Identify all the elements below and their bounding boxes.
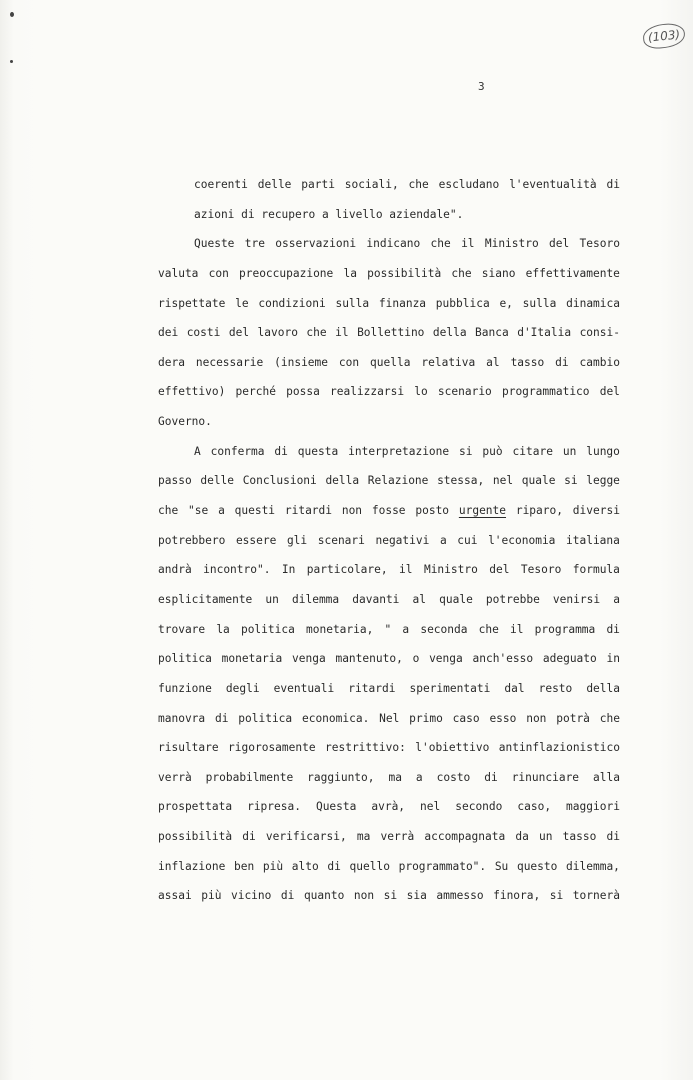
word: Ministro <box>484 237 539 251</box>
text-line <box>158 200 620 230</box>
word: di <box>242 830 256 844</box>
word: rispettate <box>158 296 226 310</box>
word: il <box>399 563 413 577</box>
word: potrebbe <box>485 592 540 606</box>
word: che <box>451 266 472 280</box>
word: a <box>439 533 447 547</box>
archive-stamp: (103) <box>642 22 686 50</box>
word: monetaria <box>221 652 283 666</box>
word: di <box>606 830 620 844</box>
word: primo <box>409 711 443 725</box>
word: ritardi <box>348 681 396 695</box>
word: sulla <box>335 296 370 310</box>
word: tornerà <box>572 889 620 903</box>
word: che <box>408 178 429 191</box>
word: possa <box>286 385 320 399</box>
word: l'eventualità <box>509 178 597 191</box>
word: A <box>194 444 201 458</box>
word: ammesso <box>436 889 484 903</box>
word: di <box>241 207 255 221</box>
word: o <box>412 652 420 666</box>
word: tre <box>244 237 265 251</box>
word: Ministro <box>423 563 478 577</box>
word: da <box>515 830 529 844</box>
word: quanto <box>303 889 345 903</box>
word: quella <box>370 355 411 369</box>
word: un <box>538 830 553 844</box>
text-line <box>158 704 620 734</box>
word: non <box>341 504 363 518</box>
word: formula <box>572 563 620 577</box>
word: può <box>482 444 503 458</box>
word: politica <box>238 711 293 725</box>
word: inflazione <box>158 859 226 873</box>
word: Queste <box>194 237 235 251</box>
word: assai <box>158 889 192 903</box>
word: Conclusioni <box>242 474 317 488</box>
word: un <box>265 592 279 606</box>
word: escludano <box>438 178 500 191</box>
word: Su <box>494 859 509 873</box>
word: economica. <box>301 711 370 725</box>
word: il <box>510 622 524 636</box>
word: potrà <box>556 711 590 725</box>
word: l'obiettivo <box>415 741 490 755</box>
word: di <box>555 355 569 369</box>
word: gli <box>286 533 308 547</box>
word: che <box>158 504 179 518</box>
word: sia <box>406 889 427 903</box>
word: programmatico <box>501 385 590 399</box>
word: nel <box>492 474 514 488</box>
word: cambio <box>579 355 620 369</box>
page-number: 3 <box>478 80 485 93</box>
word: incontro". <box>203 563 271 577</box>
text-line <box>158 496 620 526</box>
word: diversi <box>572 504 620 518</box>
word: In <box>281 563 296 577</box>
word: del <box>549 237 570 251</box>
text-line <box>158 644 620 674</box>
word: non <box>353 889 375 903</box>
word: interpretazione <box>348 444 450 458</box>
word: del <box>489 563 510 577</box>
text-line <box>158 526 620 556</box>
word: essere <box>235 533 277 547</box>
word: riparo, <box>515 504 563 518</box>
word: della <box>432 326 467 340</box>
word: con <box>338 355 360 369</box>
word: scenari <box>317 533 365 547</box>
word: cui <box>457 533 478 547</box>
text-line <box>158 852 620 882</box>
word: di <box>214 711 229 725</box>
word: di <box>606 622 620 636</box>
word: politica <box>158 652 212 666</box>
word: ma <box>356 830 371 844</box>
word: il <box>461 237 475 251</box>
word: mantenuto, <box>335 652 403 666</box>
word: Bollettino <box>357 326 425 340</box>
word: verrà <box>380 830 415 844</box>
word: la <box>343 266 357 280</box>
word: finora, <box>493 889 541 903</box>
word: preoccupazione <box>238 266 334 280</box>
word: fosse <box>371 504 406 518</box>
word: probabilmente <box>205 770 294 784</box>
word: passo <box>158 474 192 488</box>
word: manovra <box>158 711 206 725</box>
word: finanza <box>378 296 427 310</box>
word: lungo <box>586 444 620 458</box>
word: e, <box>499 296 513 310</box>
word: resto <box>538 681 573 695</box>
word: "se <box>188 504 209 518</box>
word: effettivo) <box>158 385 226 399</box>
word: della <box>586 681 620 695</box>
word: che <box>430 237 451 251</box>
word: delle <box>200 474 235 488</box>
text-line <box>158 229 620 259</box>
word: costo <box>436 770 471 784</box>
word: esso <box>489 711 517 725</box>
word: a <box>321 207 329 221</box>
word: esplicitamente <box>158 592 253 606</box>
word: Tesoro <box>579 237 620 251</box>
word: quale <box>521 474 556 488</box>
word: questo <box>516 859 558 873</box>
word: accompagnata <box>424 830 506 844</box>
word: si <box>549 889 564 903</box>
word: eventuali <box>273 681 335 695</box>
word: programmato". <box>398 859 487 873</box>
word: di <box>484 770 498 784</box>
word: alto <box>291 859 319 873</box>
word: tasso <box>562 830 597 844</box>
text-line <box>158 318 620 348</box>
word: la <box>216 622 230 636</box>
word: vicino <box>230 889 272 903</box>
text-line <box>158 407 620 437</box>
word: andrà <box>158 563 192 577</box>
word: dilemma <box>292 592 340 606</box>
word: che <box>599 711 620 725</box>
text-line <box>158 763 620 793</box>
word: tasso <box>510 355 545 369</box>
word: consi- <box>579 326 620 340</box>
word: caso, <box>517 800 552 814</box>
word: il <box>335 326 349 340</box>
word: possibilità <box>158 830 233 844</box>
word: realizzarsi <box>329 385 405 399</box>
word: di <box>280 889 295 903</box>
word: posto <box>415 504 450 518</box>
word: Banca <box>475 326 509 340</box>
word: degli <box>225 681 260 695</box>
word: un <box>562 444 577 458</box>
word: al <box>412 592 427 606</box>
text-line <box>158 733 620 763</box>
word: verificarsi, <box>265 830 347 844</box>
word: sociali, <box>344 178 399 191</box>
word: dal <box>504 681 525 695</box>
word: lavoro <box>257 326 298 340</box>
word: si <box>459 444 473 458</box>
word: venga <box>292 652 326 666</box>
word: venirsi <box>552 592 601 606</box>
word: siano <box>481 266 516 280</box>
word: in <box>606 652 620 666</box>
word: dinamica <box>566 296 620 310</box>
word: perché <box>235 385 276 399</box>
word: trovare <box>158 622 206 636</box>
scan-mark <box>10 60 13 63</box>
word: parti <box>301 178 335 191</box>
word: di <box>606 178 620 191</box>
body-text <box>158 170 620 911</box>
word: con <box>208 266 229 280</box>
word: a <box>613 592 620 606</box>
word: di <box>274 444 288 458</box>
word: le <box>235 296 249 310</box>
word: davanti <box>352 592 400 606</box>
word: sulla <box>522 296 557 310</box>
word: alla <box>593 770 620 784</box>
word: lo <box>414 385 428 399</box>
scan-mark <box>10 12 14 17</box>
word: di <box>327 859 341 873</box>
word: l'economia <box>488 533 556 547</box>
word: avrà, <box>371 800 406 814</box>
word: a <box>402 622 410 636</box>
word: rinunciare <box>511 770 580 784</box>
word: Relazione <box>367 474 429 488</box>
word: non <box>526 711 547 725</box>
word: a <box>415 770 423 784</box>
text-line <box>158 437 620 467</box>
word: sperimentati <box>409 681 491 695</box>
word: scenario <box>437 385 492 399</box>
word: (insieme <box>274 355 329 369</box>
word: che <box>306 326 327 340</box>
word: si <box>383 889 398 903</box>
word: livello <box>335 207 383 221</box>
word: urgente <box>458 504 507 518</box>
word: caso <box>452 711 480 725</box>
word: delle <box>257 178 292 191</box>
word: più <box>201 889 222 903</box>
text-line <box>158 674 620 704</box>
text-line <box>158 881 620 911</box>
word: azioni <box>194 207 235 221</box>
word: Tesoro <box>520 563 562 577</box>
word: necessarie <box>195 355 264 369</box>
word: questa <box>297 444 339 458</box>
word: potrebbero <box>158 533 226 547</box>
text-line <box>158 259 620 289</box>
word: venga <box>429 652 463 666</box>
word: dei <box>158 326 179 340</box>
word: dilemma, <box>566 859 620 873</box>
word: recupero <box>261 207 316 221</box>
word: restrittivo: <box>325 741 406 755</box>
text-line <box>158 466 620 496</box>
word: questi <box>234 504 276 518</box>
word: nel <box>420 800 441 814</box>
text-line <box>158 822 620 852</box>
text-line <box>158 289 620 319</box>
word: negativi <box>375 533 430 547</box>
word: possibilità <box>367 266 442 280</box>
word: quale <box>439 592 473 606</box>
text-line <box>158 348 620 378</box>
word: anch'esso <box>472 652 534 666</box>
word: verrà <box>158 770 192 784</box>
word: del <box>599 385 620 399</box>
word: " <box>384 622 392 636</box>
word: costi <box>186 326 221 340</box>
word: pubblica <box>435 296 490 310</box>
word: dera <box>158 355 185 369</box>
word: quello <box>349 859 390 873</box>
text-line <box>158 555 620 585</box>
text-line <box>158 377 620 407</box>
word: ripresa. <box>247 800 301 814</box>
word: italiana <box>566 533 620 547</box>
word: osservazioni <box>275 237 357 251</box>
word: si <box>564 474 578 488</box>
word: secondo <box>455 800 503 814</box>
word: più <box>262 859 284 873</box>
word: d'Italia <box>517 326 572 340</box>
word: effettivamente <box>525 266 620 280</box>
word: valuta <box>158 266 199 280</box>
word: prospettata <box>158 800 233 814</box>
text-line <box>158 615 620 645</box>
word: del <box>228 326 250 340</box>
word: stessa, <box>437 474 485 488</box>
word: ma <box>388 770 402 784</box>
word: ben <box>234 859 255 873</box>
word: risultare <box>158 741 219 755</box>
word: Governo. <box>158 415 212 429</box>
word: della <box>325 474 360 488</box>
word: particolare, <box>306 563 388 577</box>
word: seconda <box>420 622 468 636</box>
word: antinflazionistico <box>498 741 620 755</box>
word: condizioni <box>258 296 326 310</box>
word: funzione <box>158 681 212 695</box>
word: aziendale". <box>389 207 464 221</box>
word: Questa <box>315 800 357 814</box>
word: legge <box>586 474 620 488</box>
word: che <box>478 622 499 636</box>
word: citare <box>512 444 553 458</box>
word: politica <box>240 622 295 636</box>
word: maggiori <box>566 800 620 814</box>
text-line <box>158 585 620 615</box>
word: coerenti <box>194 178 248 191</box>
word: Nel <box>379 711 400 725</box>
word: ritardi <box>284 504 333 518</box>
word: adeguato <box>542 652 597 666</box>
word: raggiunto, <box>307 770 375 784</box>
word: indicano <box>366 237 421 251</box>
word: a <box>218 504 225 518</box>
word: relativa <box>421 355 476 369</box>
word: monetaria, <box>306 622 374 636</box>
word: al <box>486 355 500 369</box>
word: conferma <box>210 444 265 458</box>
text-line <box>158 792 620 822</box>
word: rigorosamente <box>228 741 316 755</box>
word: programma <box>534 622 596 636</box>
text-line <box>158 170 620 200</box>
